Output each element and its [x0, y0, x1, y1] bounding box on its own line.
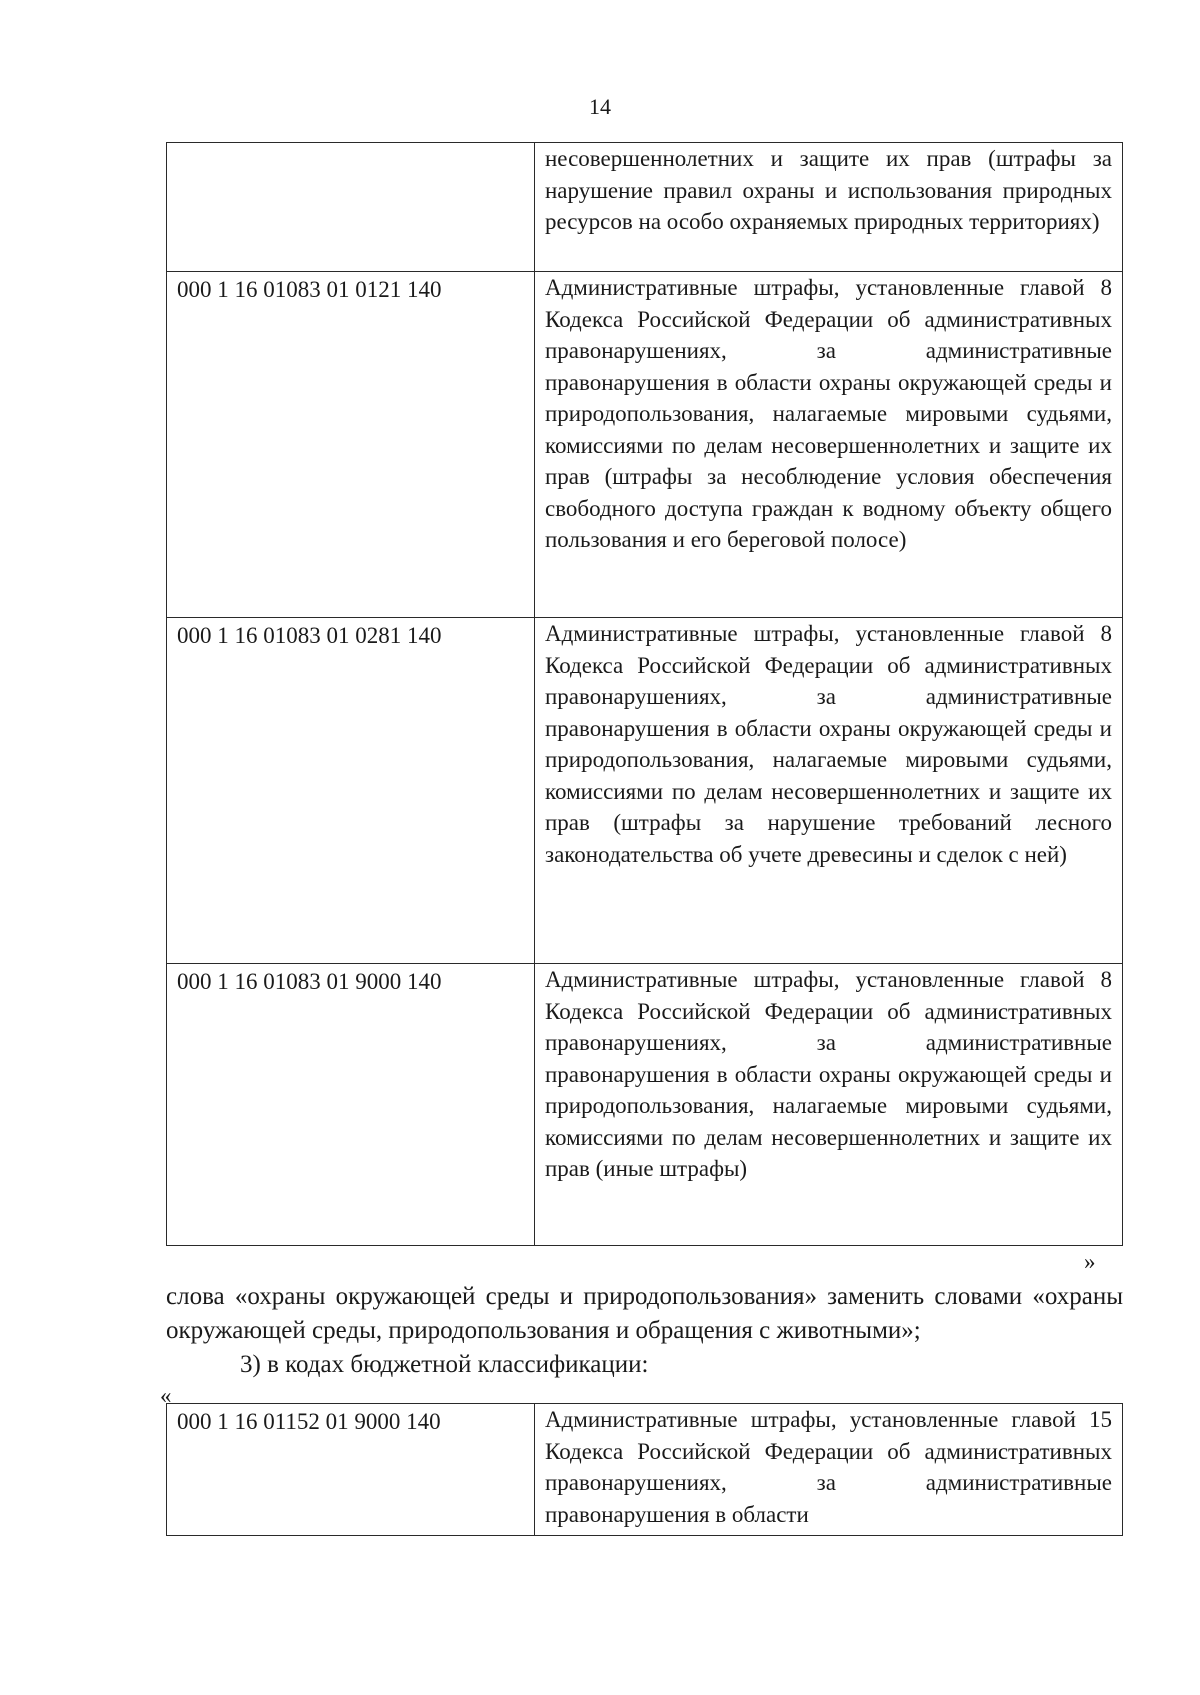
code-description: Административные штрафы, установленные главой 8 Кодекса Российской Федерации об административных правонарушениях, за административные правонарушения в области охраны окружающей среды и природопользования, налагаемые мировыми судьями, комиссиями по делам несовершеннолетних и защите их прав (иные штрафы) — [535, 964, 1123, 1246]
budget-code: 000 1 16 01152 01 9000 140 — [167, 1404, 535, 1536]
table-row — [167, 272, 1123, 618]
code-description: Административные штрафы, установленные главой 8 Кодекса Российской Федерации об административных правонарушениях, за административные правонарушения в области охраны окружающей среды и природопользования, налагаемые мировыми судьями, комиссиями по делам несовершеннолетних и защите их прав (штрафы за несоблюдение условия обеспечения свободного доступа граждан к водному объекту общего пользования и его береговой полосе) — [535, 272, 1123, 618]
budget-code — [167, 143, 535, 272]
budget-code: 000 1 16 01083 01 0121 140 — [167, 272, 535, 618]
table-row — [167, 618, 1123, 964]
code-description: несовершеннолетних и защите их прав (штрафы за нарушение правил охраны и использования природных ресурсов на особо охраняемых природных территориях) — [535, 143, 1123, 272]
budget-code: 000 1 16 01083 01 0281 140 — [167, 618, 535, 964]
amendment-paragraph: слова «охраны окружающей среды и природопользования» заменить словами «охраны окружающей среды, природопользования и обращения с животными»; — [166, 1283, 1123, 1344]
table-row — [167, 1404, 1123, 1536]
budget-codes-table-continued — [166, 1403, 1123, 1536]
code-description: Административные штрафы, установленные главой 15 Кодекса Российской Федерации об административных правонарушениях, за административные правонарушения в области — [535, 1404, 1123, 1536]
table-row — [167, 964, 1123, 1246]
budget-codes-table — [166, 142, 1123, 1246]
opening-quote: « — [160, 1383, 172, 1408]
page-number: 14 — [589, 94, 611, 119]
closing-quote: » — [1084, 1249, 1096, 1274]
amendment-item-3: 3) в кодах бюджетной классификации: — [240, 1351, 649, 1378]
budget-code: 000 1 16 01083 01 9000 140 — [167, 964, 535, 1246]
code-description: Административные штрафы, установленные главой 8 Кодекса Российской Федерации об административных правонарушениях, за административные правонарушения в области охраны окружающей среды и природопользования, налагаемые мировыми судьями, комиссиями по делам несовершеннолетних и защите их прав (штрафы за нарушение требований лесного законодательства об учете древесины и сделок с ней) — [535, 618, 1123, 964]
table-row — [167, 143, 1123, 272]
